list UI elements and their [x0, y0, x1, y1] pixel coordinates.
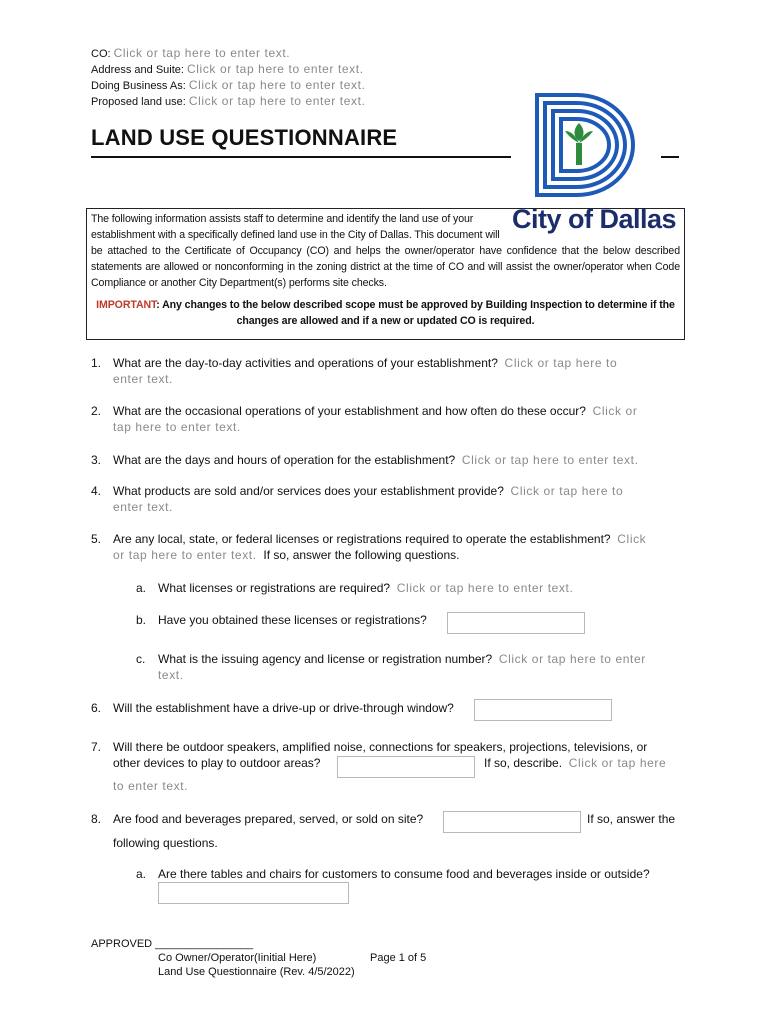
- question-number: c.: [136, 652, 146, 666]
- important-note: [91, 297, 680, 329]
- question-8-cont: following questions.: [113, 836, 218, 850]
- question-text: Are there tables and chairs for customers to consume food and beverages inside or outside?: [158, 867, 650, 881]
- dba-field[interactable]: Click or tap here to enter text.: [188, 78, 366, 92]
- answer-field-1-cont[interactable]: enter text.: [113, 372, 173, 386]
- question-text: What are the day-to-day activities and operations of your establishment?: [113, 356, 498, 370]
- question-2: [91, 403, 683, 435]
- initial-label: Co Owner/Operator(Iinitial Here): [158, 952, 317, 964]
- page-number: Page 1 of 5: [370, 952, 427, 964]
- answer-field-5a[interactable]: Click or tap here to enter text.: [396, 581, 574, 595]
- question-number: 3.: [91, 453, 102, 467]
- question-text-2: other devices to play to outdoor areas?: [113, 756, 321, 770]
- question-number: 5.: [91, 532, 102, 546]
- answer-field-3[interactable]: Click or tap here to enter text.: [461, 453, 639, 467]
- question-number: 2.: [91, 404, 102, 418]
- question-number: 4.: [91, 484, 102, 498]
- question-text: What is the issuing agency and license or registration number?: [158, 652, 493, 666]
- intro-line-1: The following information assists staff to determine and identify the land use of your: [91, 213, 474, 225]
- question-8a: [136, 866, 683, 882]
- question-5c: [136, 651, 683, 683]
- question-number: a.: [136, 867, 147, 881]
- important-text: : Any changes to the below described scope must be approved by Building Inspection to determine if the changes are allowed and if a new or updated CO is required.: [156, 299, 675, 327]
- answer-field-7-cont[interactable]: to enter text.: [113, 779, 189, 793]
- question-text: Are any local, state, or federal licenses or registrations required to operate the establishment?: [113, 532, 611, 546]
- answer-field-5[interactable]: Click: [617, 532, 647, 546]
- question-text: Are food and beverages prepared, served, or sold on site?: [113, 812, 424, 826]
- important-label: IMPORTANT: [96, 299, 157, 311]
- answer-box-7[interactable]: [337, 756, 475, 778]
- revision-label: Land Use Questionnaire (Rev. 4/5/2022): [158, 966, 355, 978]
- question-number: 7.: [91, 740, 102, 754]
- question-5b: [136, 612, 683, 628]
- question-5a: [136, 580, 683, 596]
- answer-field-4[interactable]: Click or tap here to: [510, 484, 624, 498]
- land-use-field[interactable]: Click or tap here to enter text.: [188, 94, 366, 108]
- question-8-tail: If so, answer the: [587, 812, 676, 826]
- answer-box-5b[interactable]: [447, 612, 585, 634]
- address-label: Address and Suite:: [91, 64, 184, 76]
- question-text: What licenses or registrations are required?: [158, 581, 391, 595]
- co-field[interactable]: Click or tap here to enter text.: [113, 46, 291, 60]
- intro-text: be attached to the Certificate of Occupancy (CO) and helps the owner/operator have confidence that the below described statements are allowed or nonconforming in the zoning district at the time of CO and will assist the owner/operator when Code Compliance or another City Department(s) performs site checks.: [91, 245, 680, 289]
- question-1: [91, 355, 683, 387]
- answer-field-1[interactable]: Click or tap here to: [504, 356, 618, 370]
- land-use-label: Proposed land use:: [91, 96, 186, 108]
- address-field[interactable]: Click or tap here to enter text.: [187, 62, 364, 76]
- city-of-dallas-wordmark: City of Dallas: [512, 204, 677, 234]
- question-number: 1.: [91, 356, 102, 370]
- approved-line: APPROVED ________________: [91, 938, 254, 950]
- question-number: 6.: [91, 701, 102, 715]
- question-text: What are the occasional operations of your establishment and how often do these occur?: [113, 404, 586, 418]
- question-3: [91, 452, 683, 468]
- question-tail: If so, describe.: [484, 756, 563, 770]
- intro-box: [86, 208, 685, 340]
- answer-box-6[interactable]: [474, 699, 612, 721]
- question-number: 8.: [91, 812, 102, 826]
- answer-field-5-cont[interactable]: or tap here to enter text.: [113, 548, 257, 562]
- answer-field-5c-cont[interactable]: text.: [158, 668, 184, 682]
- answer-field-4-cont[interactable]: enter text.: [113, 500, 173, 514]
- question-text: What are the days and hours of operation for the establishment?: [113, 453, 456, 467]
- answer-field-2[interactable]: Click or: [592, 404, 638, 418]
- answer-box-8[interactable]: [443, 811, 581, 833]
- question-tail: If so, answer the following questions.: [263, 548, 460, 562]
- intro-line-2: establishment with a specifically defined land use in the City of Dallas. This document will: [91, 229, 500, 241]
- title-underline: [91, 156, 511, 158]
- question-4: [91, 483, 683, 515]
- question-text: Have you obtained these licenses or registrations?: [158, 613, 427, 627]
- question-number: a.: [136, 581, 147, 595]
- answer-field-5c[interactable]: Click or tap here to enter: [498, 652, 646, 666]
- page-title: LAND USE QUESTIONNAIRE: [91, 125, 398, 150]
- co-label: CO:: [91, 48, 111, 60]
- question-5: [91, 531, 683, 563]
- question-7-tail: [484, 755, 666, 771]
- question-7-cont: [113, 778, 188, 794]
- answer-box-8a[interactable]: [158, 882, 349, 904]
- question-number: b.: [136, 613, 147, 627]
- answer-field-2-cont[interactable]: tap here to enter text.: [113, 420, 241, 434]
- city-of-dallas-logo-icon: [535, 93, 635, 197]
- header-fields: [91, 46, 365, 110]
- question-text: Will there be outdoor speakers, amplified noise, connections for speakers, projections, televisions, or: [113, 740, 648, 754]
- answer-field-7[interactable]: Click or tap here: [568, 756, 667, 770]
- dba-label: Doing Business As:: [91, 80, 186, 92]
- title-dash: [661, 156, 679, 158]
- question-text: Will the establishment have a drive-up or drive-through window?: [113, 701, 454, 715]
- question-text: What products are sold and/or services does your establishment provide?: [113, 484, 504, 498]
